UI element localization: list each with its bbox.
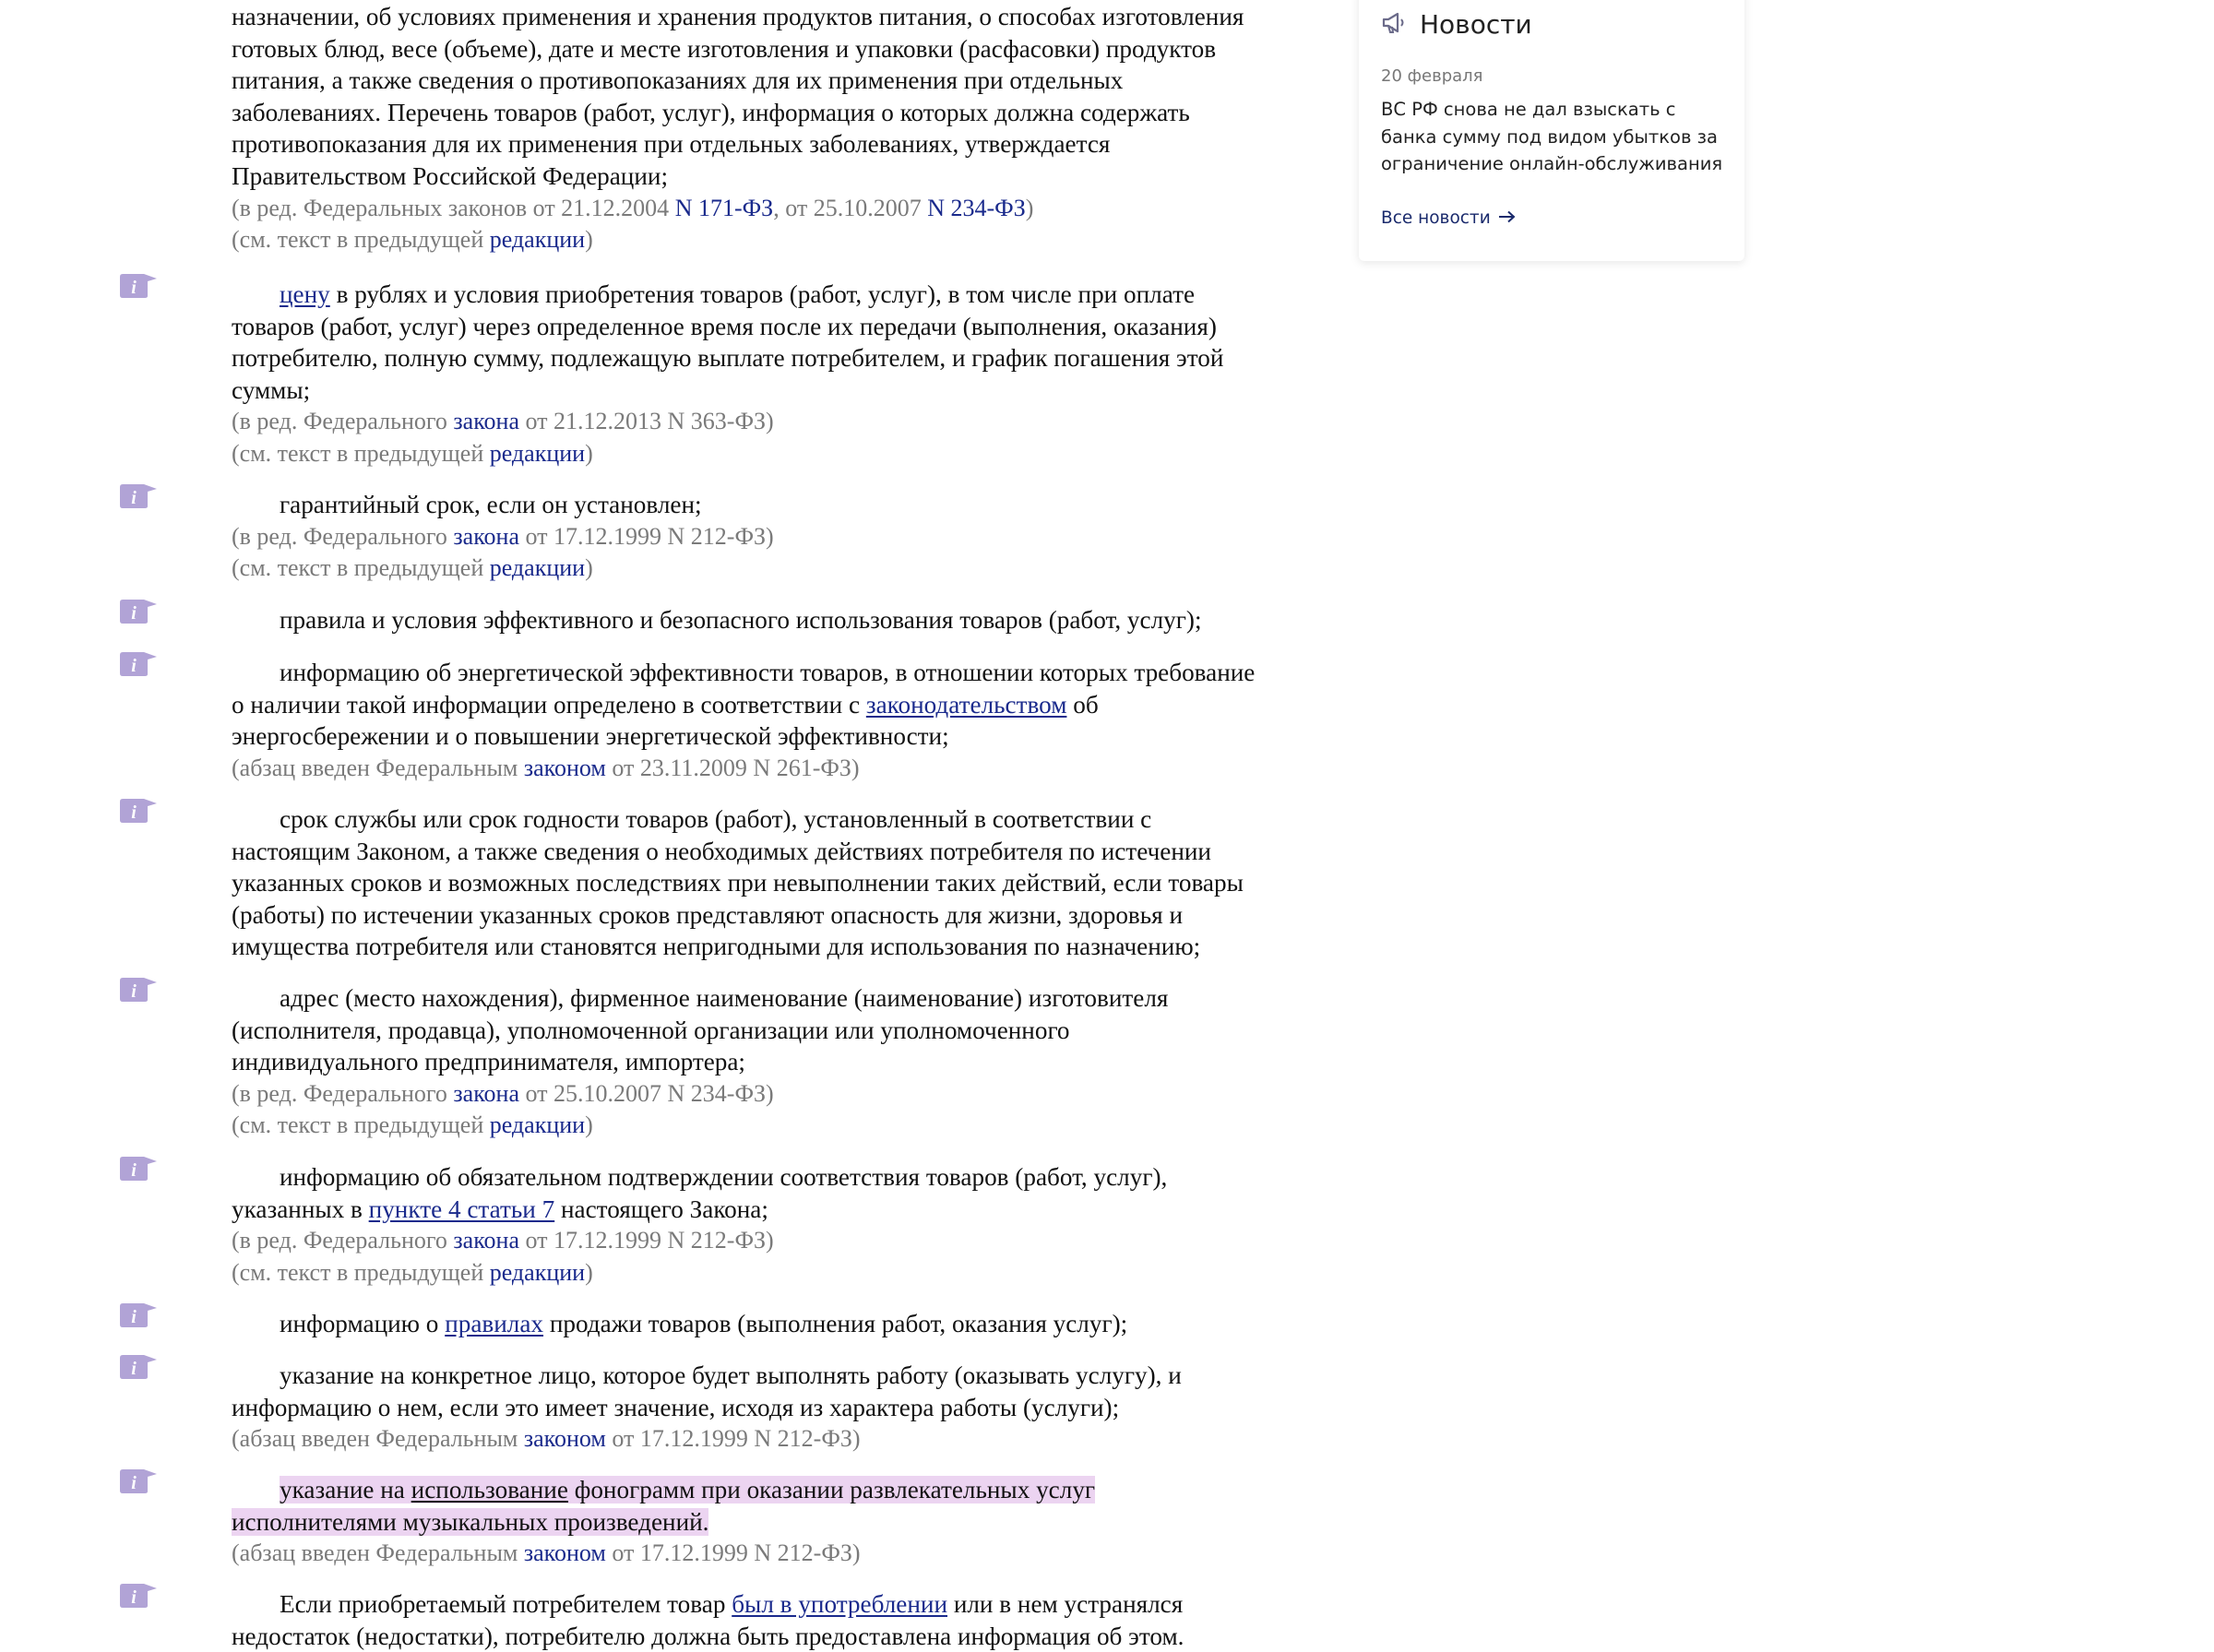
previous-edition-link[interactable]: редакции	[489, 226, 586, 254]
previous-edition-link[interactable]: редакции	[489, 1258, 586, 1286]
text-line: срок службы или срок годности товаров (работ), установленный в соответствии с	[280, 805, 1152, 833]
law-link[interactable]: закона	[453, 1227, 519, 1254]
see-previous-note: (см. текст в предыдущей редакции)	[232, 1111, 593, 1139]
text-line: о наличии такой информации определено в соответствии с законодательством об	[232, 690, 1099, 719]
text-line: питания, а также сведения о противопоказаниях для их применения при отдельных	[232, 66, 1124, 95]
paragraph-conformity	[0, 1161, 1320, 1289]
see-previous-note: (см. текст в предыдущей редакции)	[232, 1258, 593, 1286]
paragraph-performer	[0, 1360, 1320, 1456]
text-line: информацию о правилах продажи товаров (выполнения работ, оказания услуг);	[280, 1310, 1128, 1337]
revision-note: (в ред. Федерального закона от 25.10.2007 N 234-ФЗ)	[232, 1079, 774, 1107]
added-note: (абзац введен Федеральным законом от 17.12.1999 N 212-ФЗ)	[232, 1539, 861, 1567]
text-line: готовых блюд, весе (объеме), дате и месте изготовления и упаковки (расфасовки) продуктов	[232, 34, 1217, 63]
svg-text:i: i	[131, 1307, 137, 1327]
megaphone-icon	[1381, 11, 1409, 39]
revision-note: (в ред. Федеральных законов от 21.12.2004 N 171-ФЗ, от 25.10.2007 N 234-ФЗ)	[232, 194, 1034, 221]
see-previous-note: (см. текст в предыдущей редакции)	[232, 226, 593, 254]
law-link[interactable]: N 234-ФЗ	[927, 194, 1026, 221]
info-icon[interactable]	[120, 977, 159, 1003]
text-line: настоящим Законом, а также сведения о необходимых действиях потребителя по истечении	[232, 837, 1211, 865]
info-icon[interactable]	[120, 273, 159, 299]
text-line: указание на конкретное лицо, которое будет выполнять работу (оказывать услугу), и	[280, 1361, 1182, 1389]
svg-text:i: i	[131, 1587, 137, 1608]
text-line: правила и условия эффективного и безопасного использования товаров (работ, услуг);	[280, 606, 1202, 634]
previous-edition-link[interactable]: редакции	[489, 439, 586, 467]
text-line: имущества потребителя или становятся непригодными для использования по назначению;	[232, 933, 1201, 961]
news-title: Новости	[1420, 9, 1532, 40]
text-line: информацию об обязательном подтверждении соответствия товаров (работ, услуг),	[280, 1163, 1168, 1191]
info-icon[interactable]	[120, 1354, 159, 1380]
paragraph-phonograms	[0, 1474, 1320, 1570]
paragraph-warranty	[0, 489, 1320, 585]
text-line: (работы) по истечении указанных сроков представляют опасность для жизни, здоровья и	[232, 900, 1183, 929]
price-link[interactable]: цену	[280, 280, 330, 308]
text-line: (исполнителя, продавца), уполномоченной организации или уполномоченного	[232, 1016, 1070, 1044]
news-date: 20 февраля	[1381, 66, 1483, 86]
rules-link[interactable]: правилах	[445, 1310, 544, 1337]
news-widget	[1359, 0, 1744, 261]
svg-text:i: i	[131, 656, 137, 676]
text-line: гарантийный срок, если он установлен;	[280, 491, 702, 518]
see-previous-note: (см. текст в предыдущей редакции)	[232, 554, 593, 582]
svg-text:i: i	[131, 488, 137, 508]
text-line: суммы;	[232, 375, 311, 404]
text-line: Если приобретаемый потребителем товар был в употреблении или в нем устранялся	[280, 1590, 1184, 1618]
law-link[interactable]: законом	[523, 1425, 606, 1453]
intro-paragraph	[0, 1, 1320, 256]
text-line: адрес (место нахождения), фирменное наименование (наименование) изготовителя	[280, 984, 1169, 1012]
text-line: товаров (работ, услуг) через определенное время после их передачи (выполнения, оказания)	[232, 312, 1217, 340]
svg-text:i: i	[131, 1160, 137, 1181]
text-line: заболеваниях. Перечень товаров (работ, услуг), информация о которых должна содержать	[232, 98, 1190, 126]
legislation-link[interactable]: законодательством	[865, 690, 1067, 719]
law-link[interactable]: законом	[523, 1539, 606, 1567]
text-line: указанных сроков и возможных последствиях при невыполнении таких действий, если товары	[232, 869, 1244, 897]
law-link[interactable]: закона	[453, 522, 519, 550]
text-line	[232, 1506, 1320, 1539]
law-link[interactable]: закона	[453, 408, 519, 435]
law-link[interactable]: законом	[523, 754, 606, 781]
info-icon[interactable]	[120, 483, 159, 509]
law-link[interactable]: N 171-ФЗ	[674, 194, 774, 221]
highlighted-text: исполнителями музыкальных произведений.	[232, 1507, 709, 1536]
revision-note: (в ред. Федерального закона от 17.12.1999 N 212-ФЗ)	[232, 1227, 774, 1254]
text-line: указание на использование фонограмм при оказании развлекательных услуг	[280, 1476, 1096, 1503]
previous-edition-link[interactable]: редакции	[489, 554, 586, 582]
paragraph-sale-rules	[0, 1308, 1320, 1340]
previous-edition-link[interactable]: редакции	[489, 1111, 586, 1139]
added-note: (абзац введен Федеральным законом от 17.12.1999 N 212-ФЗ)	[232, 1425, 861, 1453]
svg-text:i: i	[131, 278, 137, 298]
info-icon[interactable]	[120, 1302, 159, 1328]
text-line: информацию об энергетической эффективности товаров, в отношении которых требование	[280, 659, 1256, 686]
paragraph-service-life	[0, 803, 1320, 963]
used-goods-link[interactable]: был в употреблении	[732, 1590, 948, 1618]
info-icon[interactable]	[120, 599, 159, 624]
svg-text:i: i	[131, 1473, 137, 1493]
revision-note: (в ред. Федерального закона от 21.12.2013 N 363-ФЗ)	[232, 408, 774, 435]
svg-text:i: i	[131, 1359, 137, 1379]
svg-text:i: i	[131, 603, 137, 624]
article-link[interactable]: пункте 4 статьи 7	[368, 1194, 555, 1223]
info-icon[interactable]	[120, 798, 159, 824]
text-line: информацию о нем, если это имеет значение, исходя из характера работы (услуги);	[232, 1393, 1120, 1421]
all-news-link[interactable]	[1381, 208, 1517, 228]
text-line: недостаток (недостатки), потребителю должна быть предоставлена информация об этом.	[232, 1622, 1184, 1650]
all-news-label: Все новости	[1381, 208, 1491, 228]
svg-text:i: i	[131, 802, 137, 823]
paragraph-energy-efficiency	[0, 657, 1320, 784]
law-link[interactable]: закона	[453, 1079, 519, 1107]
text-line: назначении, об условиях применения и хранения продуктов питания, о способах изготовления	[232, 3, 1244, 30]
paragraph-manufacturer-address	[0, 982, 1320, 1142]
info-icon[interactable]	[120, 1468, 159, 1494]
text-line: цену в рублях и условия приобретения товаров (работ, услуг), в том числе при оплате	[280, 280, 1196, 308]
text-line: индивидуального предпринимателя, импортера;	[232, 1048, 745, 1076]
text-line: противопоказания для их применения при отдельных заболеваниях, утверждается	[232, 130, 1111, 159]
revision-note: (в ред. Федерального закона от 17.12.1999 N 212-ФЗ)	[232, 522, 774, 550]
paragraph-usage-rules	[0, 604, 1320, 636]
see-previous-note: (см. текст в предыдущей редакции)	[232, 439, 593, 467]
info-icon[interactable]	[120, 1583, 159, 1609]
usage-link[interactable]: использование	[411, 1476, 568, 1503]
info-icon[interactable]	[120, 1156, 159, 1182]
text-line: указанных в пункте 4 статьи 7 настоящего Закона;	[232, 1194, 768, 1223]
paragraph-price	[0, 279, 1320, 470]
info-icon[interactable]	[120, 651, 159, 677]
added-note: (абзац введен Федеральным законом от 23.11.2009 N 261-ФЗ)	[232, 754, 860, 781]
text-line: Правительством Российской Федерации;	[232, 161, 669, 190]
arrow-right-icon	[1491, 208, 1517, 228]
news-item-link[interactable]: ВС РФ снова не дал взыскать с банка сумму под видом убытков за ограничение онлайн-обслуживания	[1381, 99, 1723, 174]
paragraph-used-goods	[0, 1588, 1320, 1652]
svg-text:i: i	[131, 981, 137, 1002]
news-header	[1381, 9, 1532, 40]
text-line: потребителю, полную сумму, подлежащую выплате потребителем, и график погашения этой	[232, 344, 1224, 373]
text-line: энергосбережении и о повышении энергетической эффективности;	[232, 722, 949, 751]
